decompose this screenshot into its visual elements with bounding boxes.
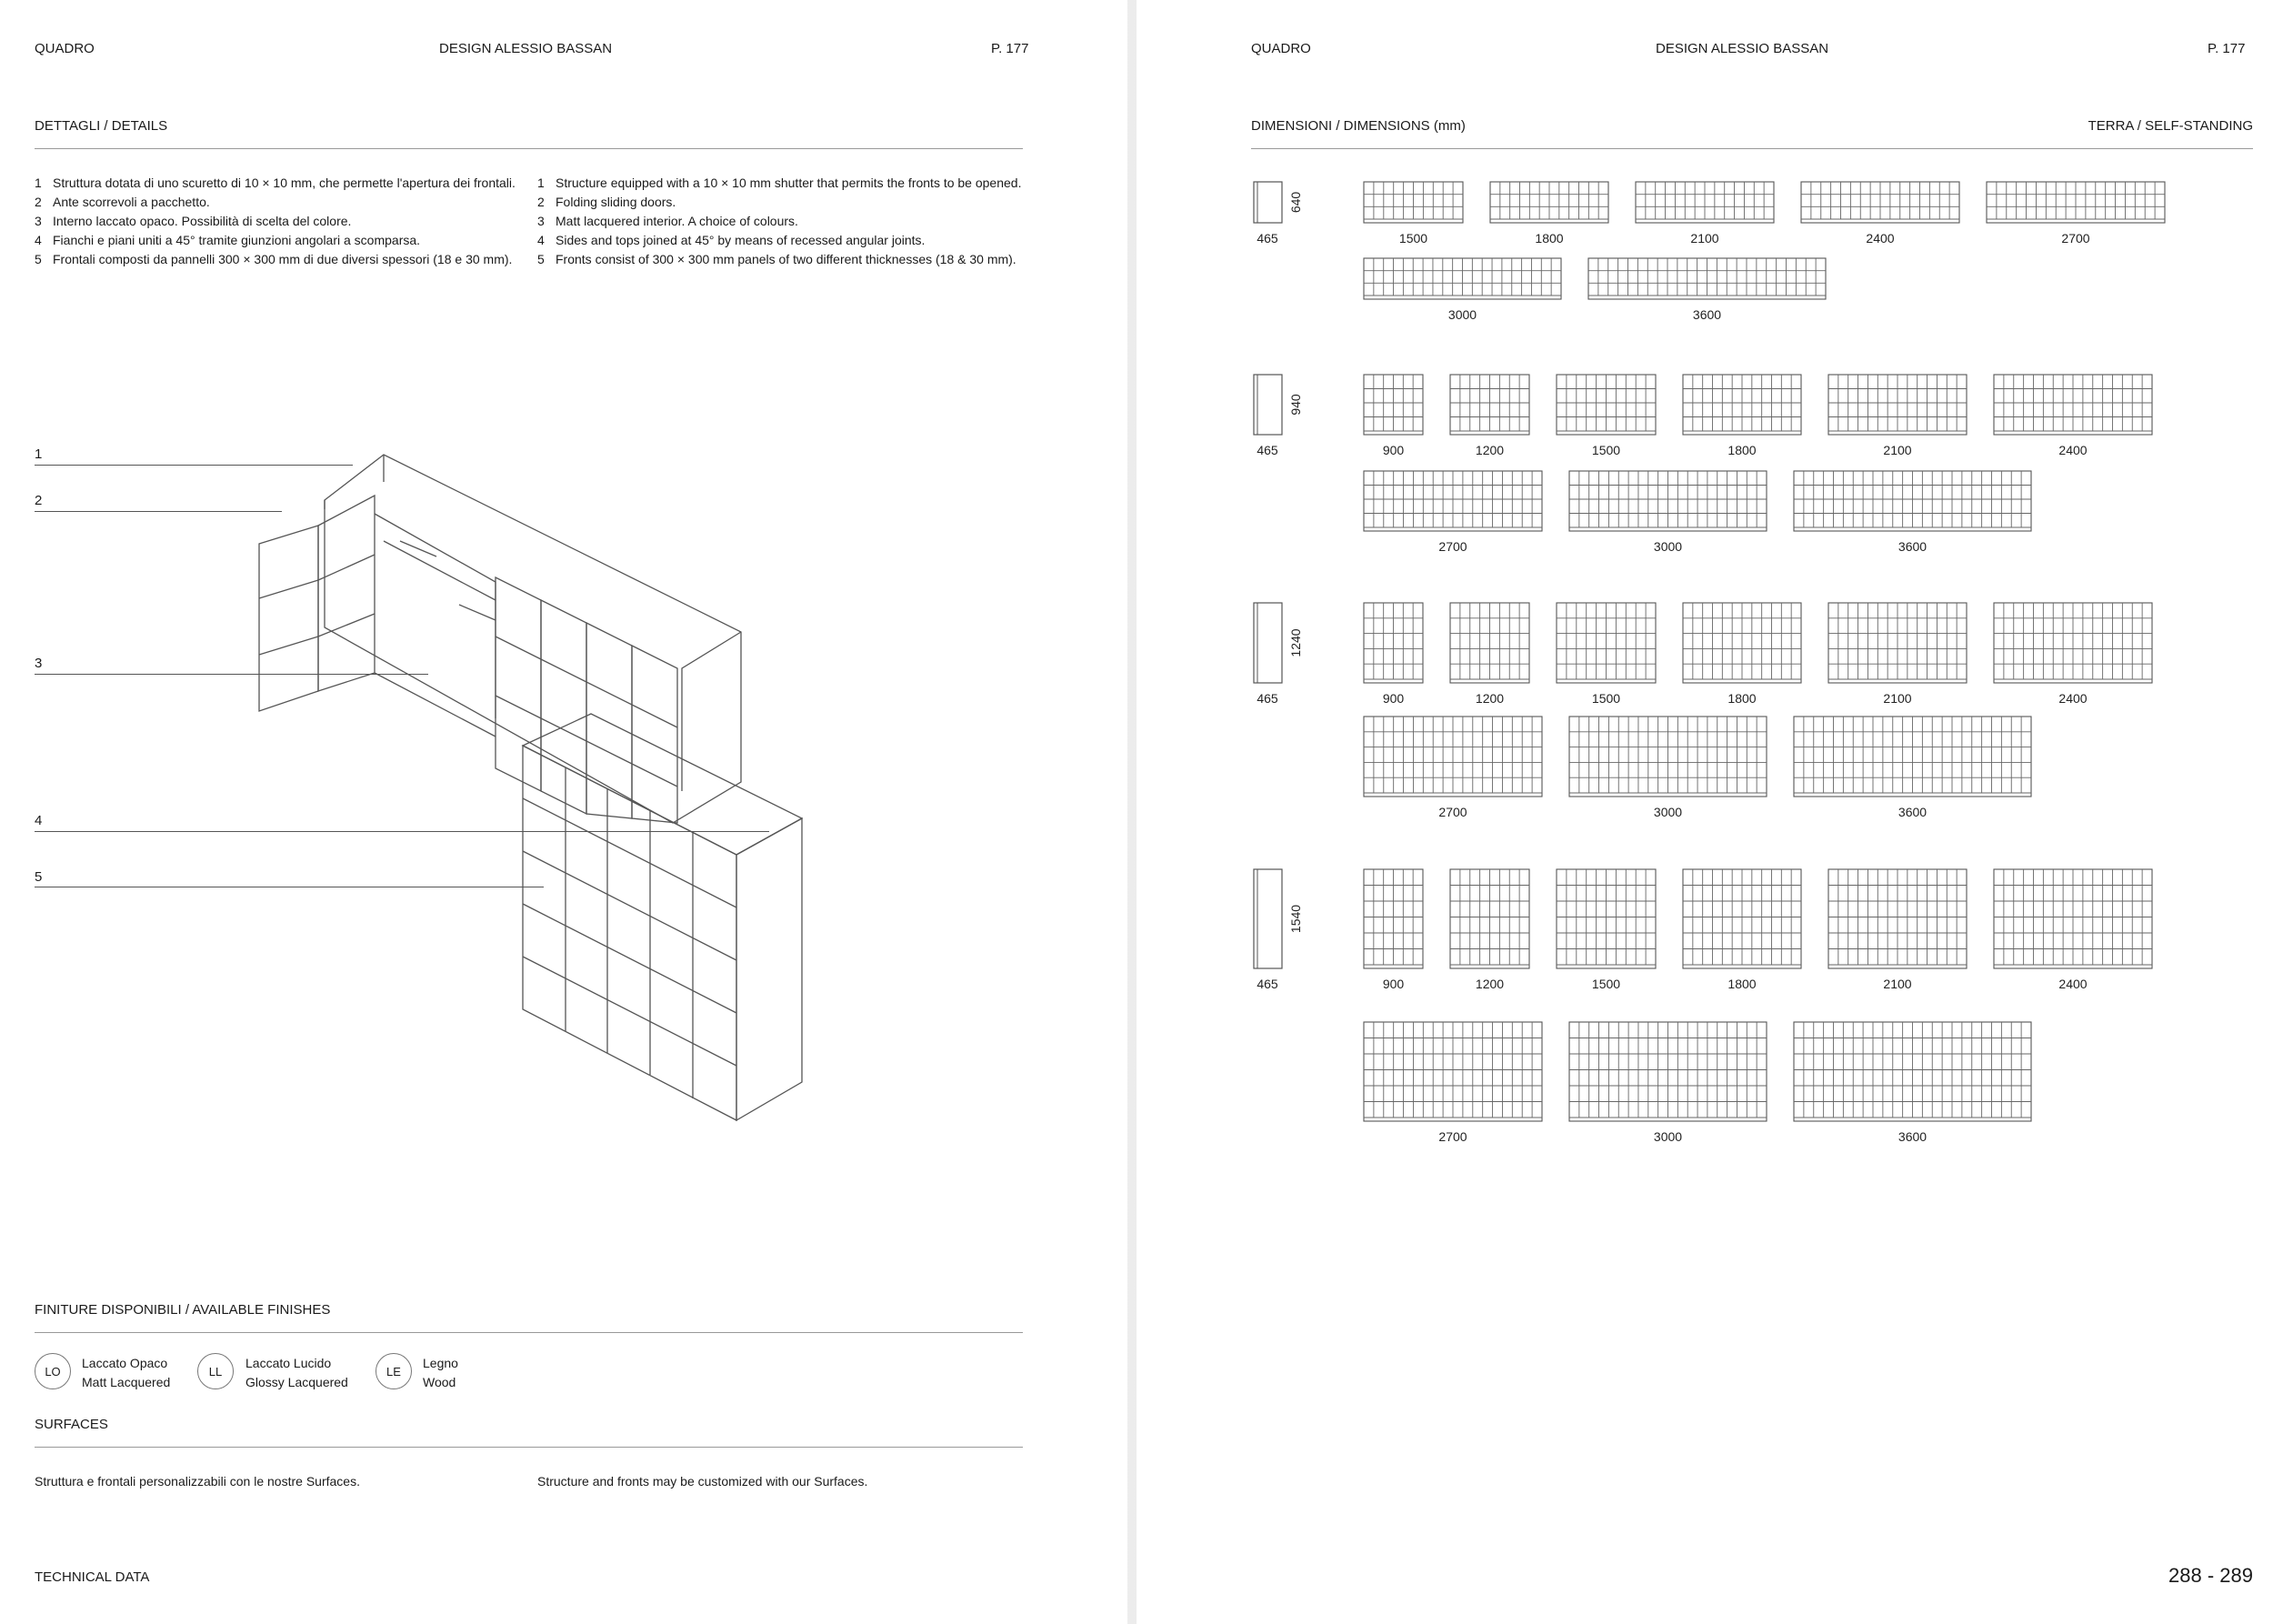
width-label: 3000 (1447, 307, 1477, 322)
finish-badge-lo: LO (35, 1353, 71, 1389)
details-item: 3 Interno laccato opaco. Possibilità di scelta del colore. (35, 214, 352, 228)
finish-badge-ll: LL (197, 1353, 234, 1389)
side-view (1254, 603, 1282, 683)
dimensions-title: DIMENSIONI / DIMENSIONS (mm) (1251, 118, 1466, 134)
details-title: DETTAGLI / DETAILS (35, 118, 168, 134)
details-item: 3 Matt lacquered interior. A choice of colours. (537, 214, 798, 228)
width-label: 1200 (1475, 691, 1505, 706)
width-label: 1500 (1591, 443, 1621, 457)
side-view (1254, 375, 1282, 435)
width-label: 1800 (1727, 443, 1757, 457)
width-label: 900 (1382, 443, 1405, 457)
header-page: P. 177 (991, 41, 1029, 56)
finish-item-lo: Laccato Opaco Matt Lacquered (82, 1356, 171, 1389)
width-label: 3600 (1692, 307, 1722, 322)
depth-label: 465 (1257, 443, 1278, 457)
width-label: 3000 (1653, 539, 1683, 554)
details-item: 4 Fianchi e piani uniti a 45° tramite giunzioni angolari a scomparsa. (35, 233, 421, 247)
width-label: 2700 (2061, 231, 2090, 246)
width-label: 1500 (1591, 691, 1621, 706)
callout-number: 5 (35, 869, 43, 885)
details-item: 4 Sides and tops joined at 45° by means of recessed angular joints. (537, 233, 926, 247)
width-label: 3600 (1898, 1129, 1928, 1144)
dimensions-type: TERRA / SELF-STANDING (2088, 118, 2253, 134)
width-label: 2700 (1438, 539, 1467, 554)
width-label: 2400 (2058, 977, 2088, 991)
surfaces-rule (35, 1447, 1023, 1448)
width-label: 2100 (1883, 443, 1912, 457)
side-view (1254, 182, 1282, 223)
width-label: 1800 (1727, 977, 1757, 991)
width-label: 900 (1382, 691, 1405, 706)
width-label: 900 (1382, 977, 1405, 991)
height-label: 640 (1288, 191, 1303, 214)
details-item: 2 Ante scorrevoli a pacchetto. (35, 195, 210, 209)
callout-number: 2 (35, 493, 43, 508)
width-label: 3000 (1653, 805, 1683, 819)
callout-number: 3 (35, 656, 43, 671)
height-label: 1540 (1288, 904, 1303, 934)
details-item: 1 Structure equipped with a 10 × 10 mm shutter that permits the fronts to be opened. (537, 175, 1022, 190)
width-label: 1800 (1727, 691, 1757, 706)
side-view (1254, 869, 1282, 968)
details-item: 5 Fronts consist of 300 × 300 mm panels of two different thicknesses (18 & 30 mm). (537, 252, 1016, 266)
width-label: 2100 (1883, 977, 1912, 991)
height-label: 940 (1288, 394, 1303, 416)
finishes-rule (35, 1332, 1023, 1333)
header-brand: QUADRO (1251, 41, 1311, 56)
callout-number: 4 (35, 813, 43, 828)
width-label: 2100 (1883, 691, 1912, 706)
width-label: 1800 (1535, 231, 1564, 246)
finish-item-ll: Laccato Lucido Glossy Lacquered (245, 1356, 348, 1389)
width-label: 2400 (2058, 691, 2088, 706)
width-label: 2400 (1866, 231, 1895, 246)
footer-label: TECHNICAL DATA (35, 1569, 150, 1585)
depth-label: 465 (1257, 691, 1278, 706)
width-label: 2100 (1690, 231, 1719, 246)
details-item: 5 Frontali composti da pannelli 300 × 300 mm di due diversi spessori (18 e 30 mm). (35, 252, 513, 266)
details-item: 1 Struttura dotata di uno scuretto di 10 × 10 mm, che permette l'apertura dei frontali. (35, 175, 516, 190)
width-label: 1500 (1591, 977, 1621, 991)
surfaces-title: SURFACES (35, 1417, 108, 1432)
finish-item-le: Legno Wood (423, 1356, 458, 1389)
dimensions-diagram (1136, 0, 2273, 1624)
header-designer: DESIGN ALESSIO BASSAN (439, 41, 613, 56)
surfaces-text-it: Struttura e frontali personalizzabili con le nostre Surfaces. (35, 1474, 360, 1489)
header-page: P. 177 (2208, 41, 2246, 56)
width-label: 2400 (2058, 443, 2088, 457)
width-label: 1200 (1475, 977, 1505, 991)
width-label: 2700 (1438, 805, 1467, 819)
header-brand: QUADRO (35, 41, 95, 56)
width-label: 3600 (1898, 539, 1928, 554)
right-page (1136, 0, 2273, 1624)
width-label: 3600 (1898, 805, 1928, 819)
page-numbers: 288 - 289 (2168, 1564, 2253, 1587)
details-item: 2 Folding sliding doors. (537, 195, 676, 209)
width-label: 1200 (1475, 443, 1505, 457)
header-designer: DESIGN ALESSIO BASSAN (1656, 41, 1829, 56)
width-label: 1500 (1398, 231, 1428, 246)
callout-number: 1 (35, 446, 43, 462)
finish-badge-le: LE (375, 1353, 412, 1389)
left-page (0, 0, 1127, 1624)
width-label: 2700 (1438, 1129, 1467, 1144)
surfaces-text-en: Structure and fronts may be customized with our Surfaces. (537, 1474, 868, 1489)
width-label: 3000 (1653, 1129, 1683, 1144)
isometric-cabinet-drawing (0, 0, 1127, 1182)
height-label: 1240 (1288, 628, 1303, 657)
finishes-title: FINITURE DISPONIBILI / AVAILABLE FINISHES (35, 1302, 331, 1318)
depth-label: 465 (1257, 231, 1278, 246)
depth-label: 465 (1257, 977, 1278, 991)
